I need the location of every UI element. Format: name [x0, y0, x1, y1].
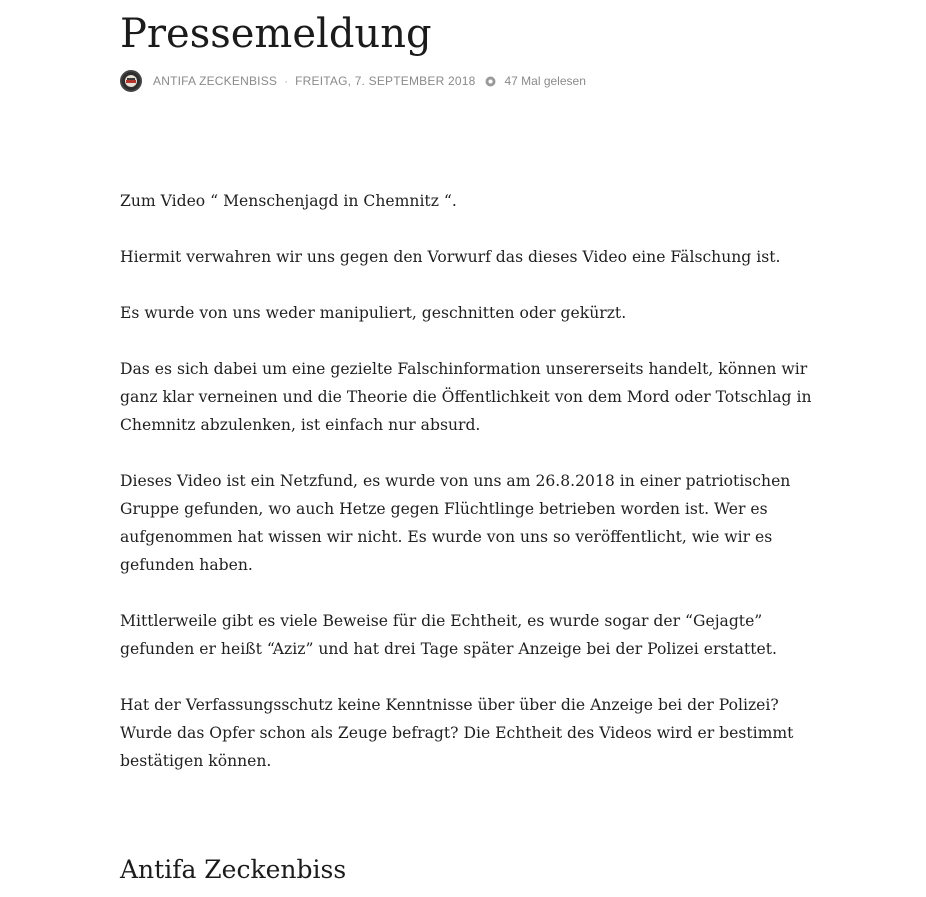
- post-date: FREITAG, 7. SEPTEMBER 2018: [295, 74, 476, 88]
- page-title: Pressemeldung: [120, 11, 432, 57]
- post-meta: [120, 69, 586, 93]
- paragraph: Hiermit verwahren wir uns gegen den Vorwurf das dieses Video eine Fälschung ist.: [120, 248, 781, 266]
- author-box-name[interactable]: Antifa Zeckenbiss: [120, 855, 347, 884]
- avatar[interactable]: [120, 70, 142, 92]
- paragraph: Mittlerweile gibt es viele Beweise für die Echtheit, es wurde sogar der “Gejagte” gefunden er heißt “Aziz” und hat drei Tage später Anzeige bei der Polizei erstattet.: [120, 612, 777, 658]
- paragraph: Es wurde von uns weder manipuliert, geschnitten oder gekürzt.: [120, 304, 627, 322]
- paragraph: Das es sich dabei um eine gezielte Falschinformation unsererseits handelt, können wir ganz klar verneinen und die Theorie die Öffentlichkeit von dem Mord oder Totschlag in Chemnitz abzulenken, ist einfach nur absurd.: [120, 360, 812, 434]
- article-body: [120, 187, 820, 803]
- meta-separator: ·: [284, 74, 289, 88]
- view-count: 47 Mal gelesen: [504, 74, 586, 88]
- eye-icon: [485, 76, 496, 87]
- paragraph: Dieses Video ist ein Netzfund, es wurde von uns am 26.8.2018 in einer patriotischen Gruppe gefunden, wo auch Hetze gegen Flüchtlinge betrieben worden ist. Wer es aufgenommen hat wissen wir nicht. Es wurde von uns so veröffentlicht, wie wir es gefunden haben.: [120, 472, 791, 574]
- paragraph: Zum Video “ Menschenjagd in Chemnitz “.: [120, 192, 457, 210]
- paragraph: Hat der Verfassungsschutz keine Kenntnisse über über die Anzeige bei der Polizei? Wurde das Opfer schon als Zeuge befragt? Die Echtheit des Videos wird er bestimmt bestätigen können.: [120, 696, 794, 770]
- author-link[interactable]: ANTIFA ZECKENBISS: [153, 74, 278, 88]
